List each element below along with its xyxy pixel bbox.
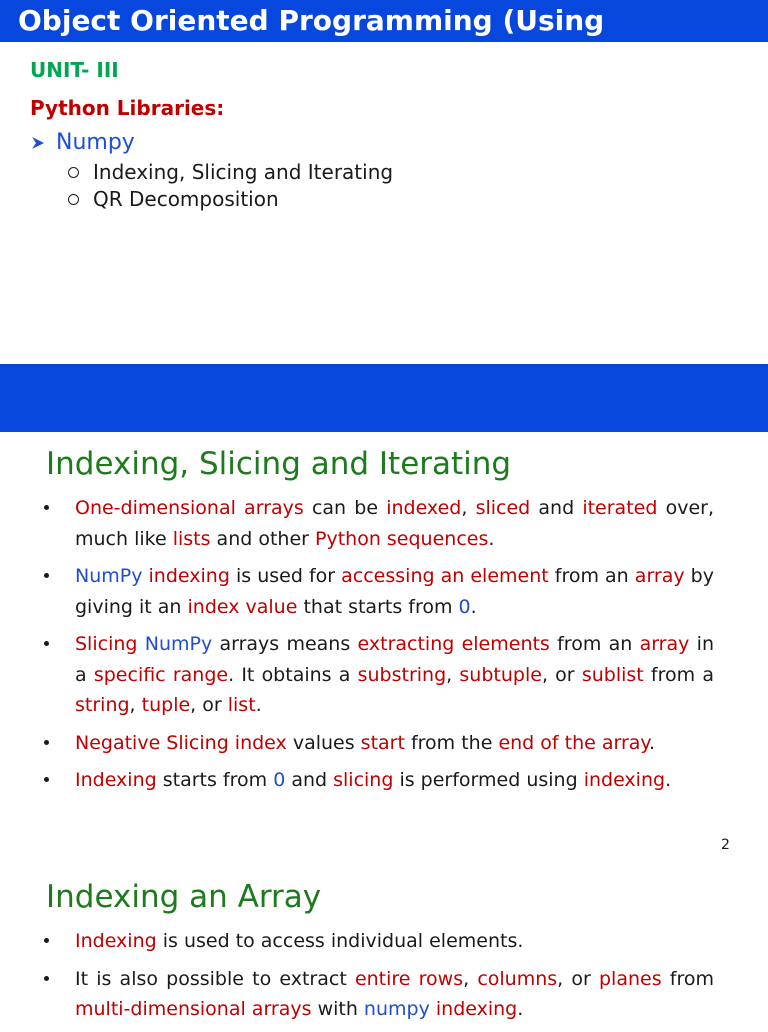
bullet-item: Indexing starts from 0 and slicing is performed using indexing.: [44, 765, 714, 796]
circle-bullet-icon: [68, 167, 79, 178]
slide-title: Object Oriented Programming (Using: [18, 4, 605, 37]
bullet-dot-icon: [44, 641, 49, 646]
bullet-dot-icon: [44, 777, 49, 782]
bullet-list: [44, 926, 714, 1032]
bullet-dot-icon: [44, 976, 49, 981]
topic-item: [30, 130, 135, 155]
section-label: Python Libraries:: [30, 96, 225, 120]
slide-divider-band: [0, 364, 768, 432]
subtopic-item: [68, 160, 393, 184]
topic-label: Numpy: [56, 130, 135, 155]
bullet-item: One-dimensional arrays can be indexed, sliced and iterated over, much like lists and other Python sequences.: [44, 493, 714, 554]
arrow-bullet-icon: [30, 135, 48, 151]
bullet-dot-icon: [44, 740, 49, 745]
bullet-item: It is also possible to extract entire rows, columns, or planes from multi-dimensional arrays with numpy indexing.: [44, 964, 714, 1025]
bullet-item: Negative Slicing index values start from the end of the array.: [44, 728, 714, 759]
bullet-dot-icon: [44, 505, 49, 510]
slide-heading: Indexing an Array: [46, 879, 322, 915]
unit-label: UNIT- III: [30, 58, 119, 82]
subtopic-label: Indexing, Slicing and Iterating: [93, 160, 394, 184]
slide-heading: Indexing, Slicing and Iterating: [46, 446, 512, 482]
bullet-item: Indexing is used to access individual elements.: [44, 926, 714, 957]
subtopic-label: QR Decomposition: [93, 187, 279, 211]
bullet-dot-icon: [44, 938, 49, 943]
page-number: 2: [721, 837, 730, 853]
subtopic-item: [68, 187, 279, 211]
bullet-list: [44, 493, 714, 803]
title-bar: [0, 0, 768, 42]
bullet-dot-icon: [44, 573, 49, 578]
bullet-item: NumPy indexing is used for accessing an element from an array by giving it an index value that starts from 0.: [44, 561, 714, 622]
bullet-item: Slicing NumPy arrays means extracting elements from an array in a specific range. It obtains a substring, subtuple, or sublist from a string, tuple, or list.: [44, 629, 714, 721]
circle-bullet-icon: [68, 194, 79, 205]
